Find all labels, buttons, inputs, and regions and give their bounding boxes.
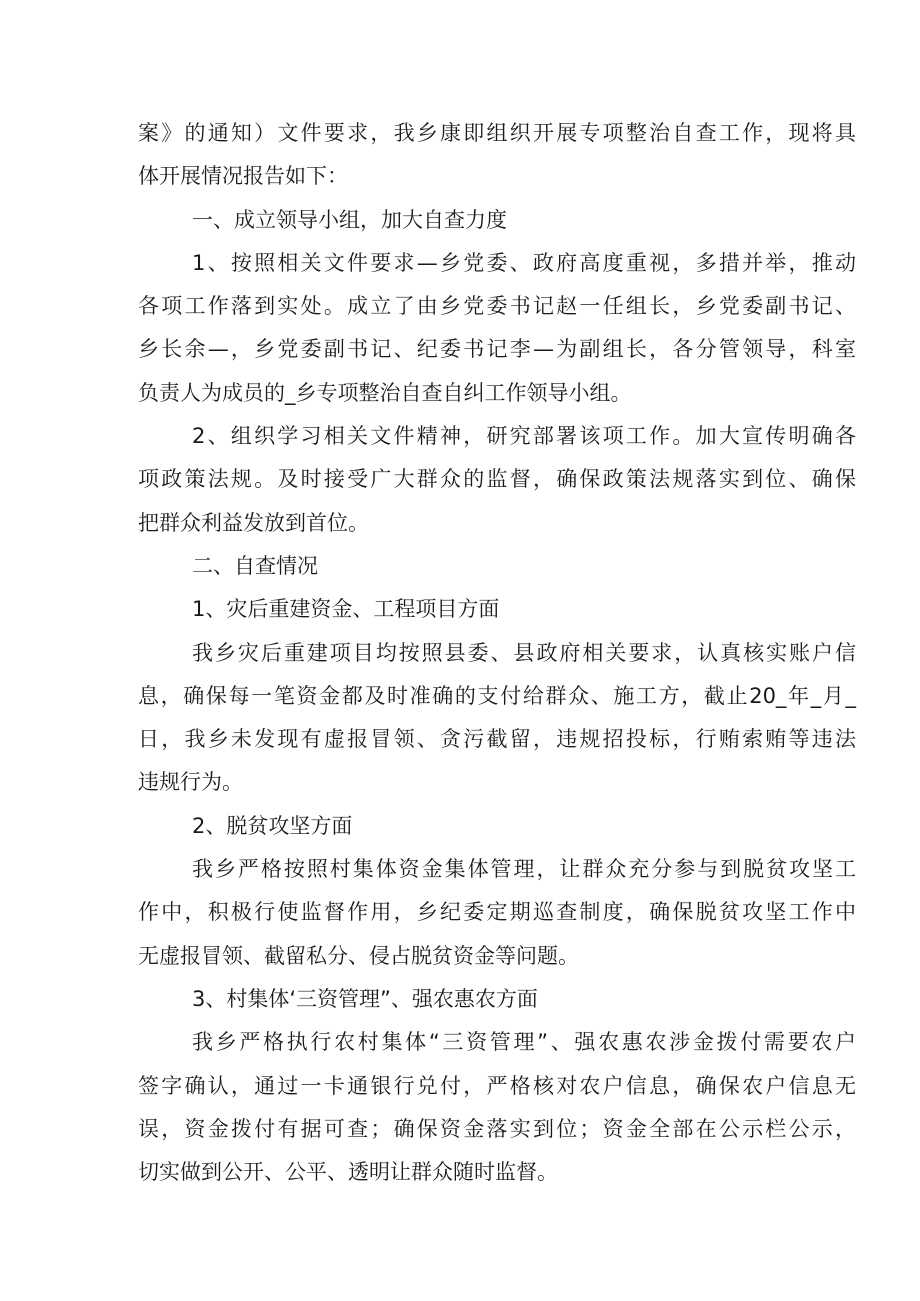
paragraph-1-2 bbox=[138, 415, 856, 545]
text-line: 体开展情况报告如下： bbox=[138, 164, 348, 189]
paragraph-2-2 bbox=[138, 848, 856, 978]
section-heading-2 bbox=[138, 545, 856, 588]
text-line: 各项工作落到实处。成立了由乡党委书记赵一任组长，乡党委副书记、 bbox=[138, 294, 856, 319]
paragraph-2-3 bbox=[138, 1021, 856, 1194]
paragraph-1-1 bbox=[138, 242, 856, 415]
text-line: 负责人为成员的_乡专项整治自查自纠工作领导小组。 bbox=[138, 380, 632, 405]
text-line: 我乡灾后重建项目均按照县委、县政府相关要求，认真核实账户信 bbox=[192, 640, 856, 665]
text-line: 二、自查情况 bbox=[192, 553, 318, 578]
text-line: 作中，积极行使监督作用，乡纪委定期巡查制度，确保脱贫攻坚工作中 bbox=[138, 900, 856, 925]
subheading-2-2 bbox=[138, 805, 856, 848]
text-line: 切实做到公开、公平、透明让群众随时监督。 bbox=[138, 1160, 558, 1185]
text-line: 我乡严格执行农村集体“三资管理”、强农惠农涉金拨付需要农户 bbox=[192, 1030, 856, 1055]
section-heading-1 bbox=[138, 199, 856, 242]
text-line: 2、脱贫攻坚方面 bbox=[192, 813, 353, 838]
text-line: 一、成立领导小组，加大自查力度 bbox=[192, 207, 507, 232]
subheading-2-3 bbox=[138, 978, 856, 1021]
text-line: 误，资金拨付有据可查；确保资金落实到位；资金全部在公示栏公示， bbox=[138, 1116, 856, 1141]
text-line: 3、村集体‘三资管理”、强农惠农方面 bbox=[192, 986, 538, 1011]
document-body bbox=[138, 112, 856, 1194]
text-line: 息，确保每一笔资金都及时准确的支付给群众、施工方，截止20_年_月_ bbox=[138, 683, 856, 708]
text-line: 2、组织学习相关文件精神，研究部署该项工作。加大宣传明确各 bbox=[192, 424, 856, 449]
text-line: 违规行为。 bbox=[138, 770, 243, 795]
text-line: 签字确认，通过一卡通银行兑付，严格核对农户信息，确保农户信息无 bbox=[138, 1073, 856, 1098]
text-line: 日，我乡未发现有虚报冒领、贪污截留，违规招投标，行贿索贿等违法 bbox=[138, 727, 856, 752]
text-line: 我乡严格按照村集体资金集体管理，让群众充分参与到脱贫攻坚工 bbox=[192, 857, 856, 882]
text-line: 乡长余—，乡党委副书记、纪委书记李—为副组长，各分管领导，科室 bbox=[138, 337, 856, 362]
paragraph-2-1 bbox=[138, 632, 856, 805]
subheading-2-1 bbox=[138, 588, 856, 631]
text-line: 项政策法规。及时接受广大群众的监督，确保政策法规落实到位、确保 bbox=[138, 467, 856, 492]
text-line: 把群众利益发放到首位。 bbox=[138, 510, 369, 535]
paragraph-intro bbox=[138, 112, 856, 199]
text-line: 案》的通知）文件要求，我乡康即组织开展专项整治自查工作，现将具 bbox=[138, 121, 856, 145]
text-line: 无虚报冒领、截留私分、侵占脱贫资金等问题。 bbox=[138, 943, 579, 968]
text-line: 1、按照相关文件要求—乡党委、政府高度重视，多措并举，推动 bbox=[192, 250, 856, 275]
text-line: 1、灾后重建资金、工程项目方面 bbox=[192, 597, 500, 622]
